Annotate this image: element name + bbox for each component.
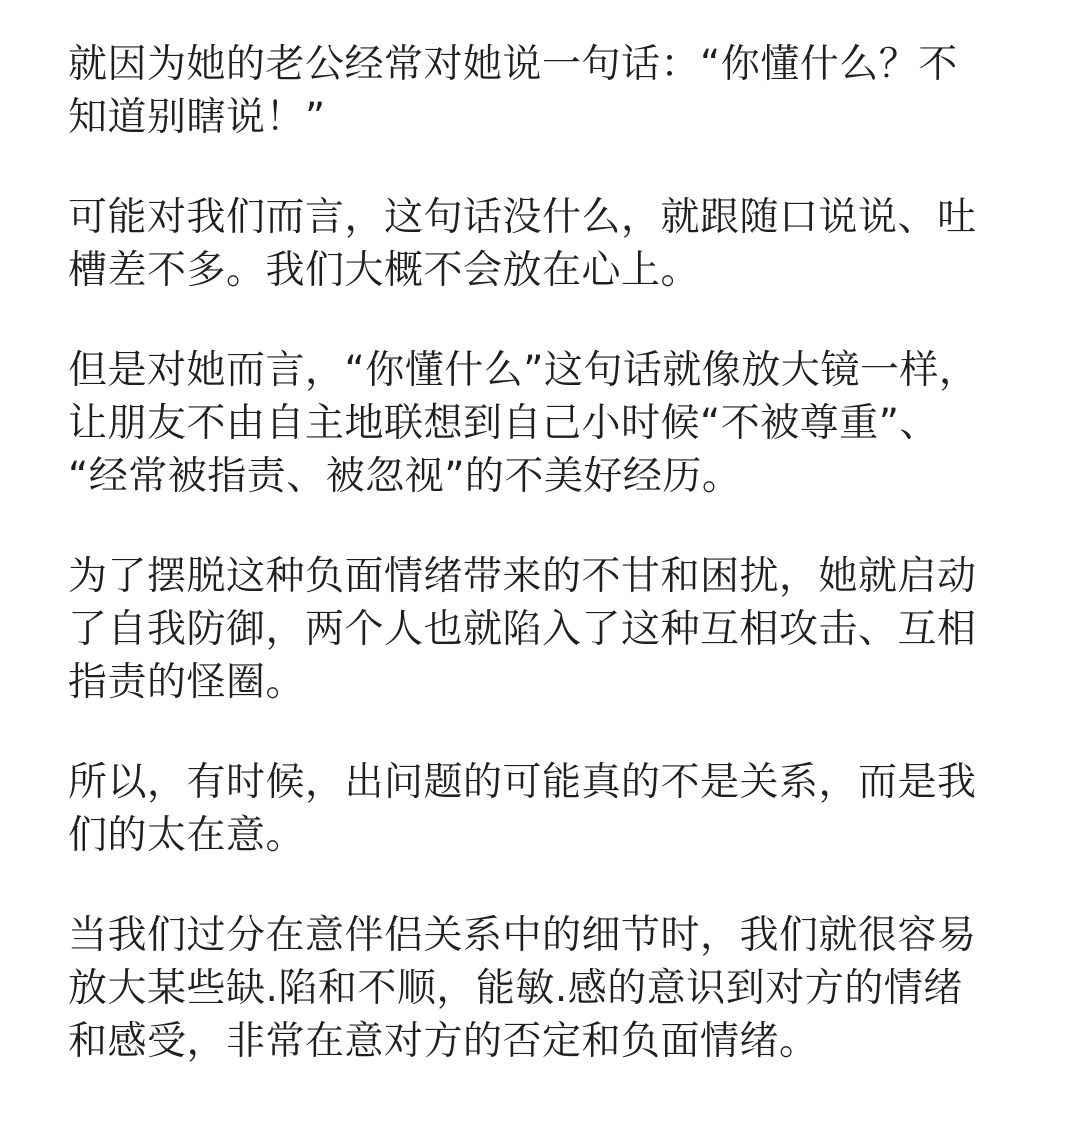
article-body <box>68 38 1028 1068</box>
paragraph-3: 但是对她而言，“你懂什么”这句话就像放大镜一样， 让朋友不由自主地联想到自己小时候“不被尊重”、 “经常被指责、被忽视”的不美好经历。 <box>68 348 979 499</box>
paragraph-1: 就因为她的老公经常对她说一句话：“你懂什么？不 知道别瞎说！” <box>68 42 958 140</box>
paragraph-5: 所以，有时候，出问题的可能真的不是关系，而是我 们的太在意。 <box>68 760 977 858</box>
paragraph-4: 为了摆脱这种负面情绪带来的不甘和困扰，她就启动 了自我防御，两个人也就陷入了这种互相攻击、互相 指责的怪圈。 <box>68 554 977 705</box>
paragraph-2: 可能对我们而言，这句话没什么，就跟随口说说、吐 槽差不多。我们大概不会放在心上。 <box>68 195 977 293</box>
paragraph-6: 当我们过分在意伴侣关系中的细节时，我们就很容易 放大某些缺.陷和不顺，能敏.感的意识到对方的情绪 和感受，非常在意对方的否定和负面情绪。 <box>68 913 977 1064</box>
